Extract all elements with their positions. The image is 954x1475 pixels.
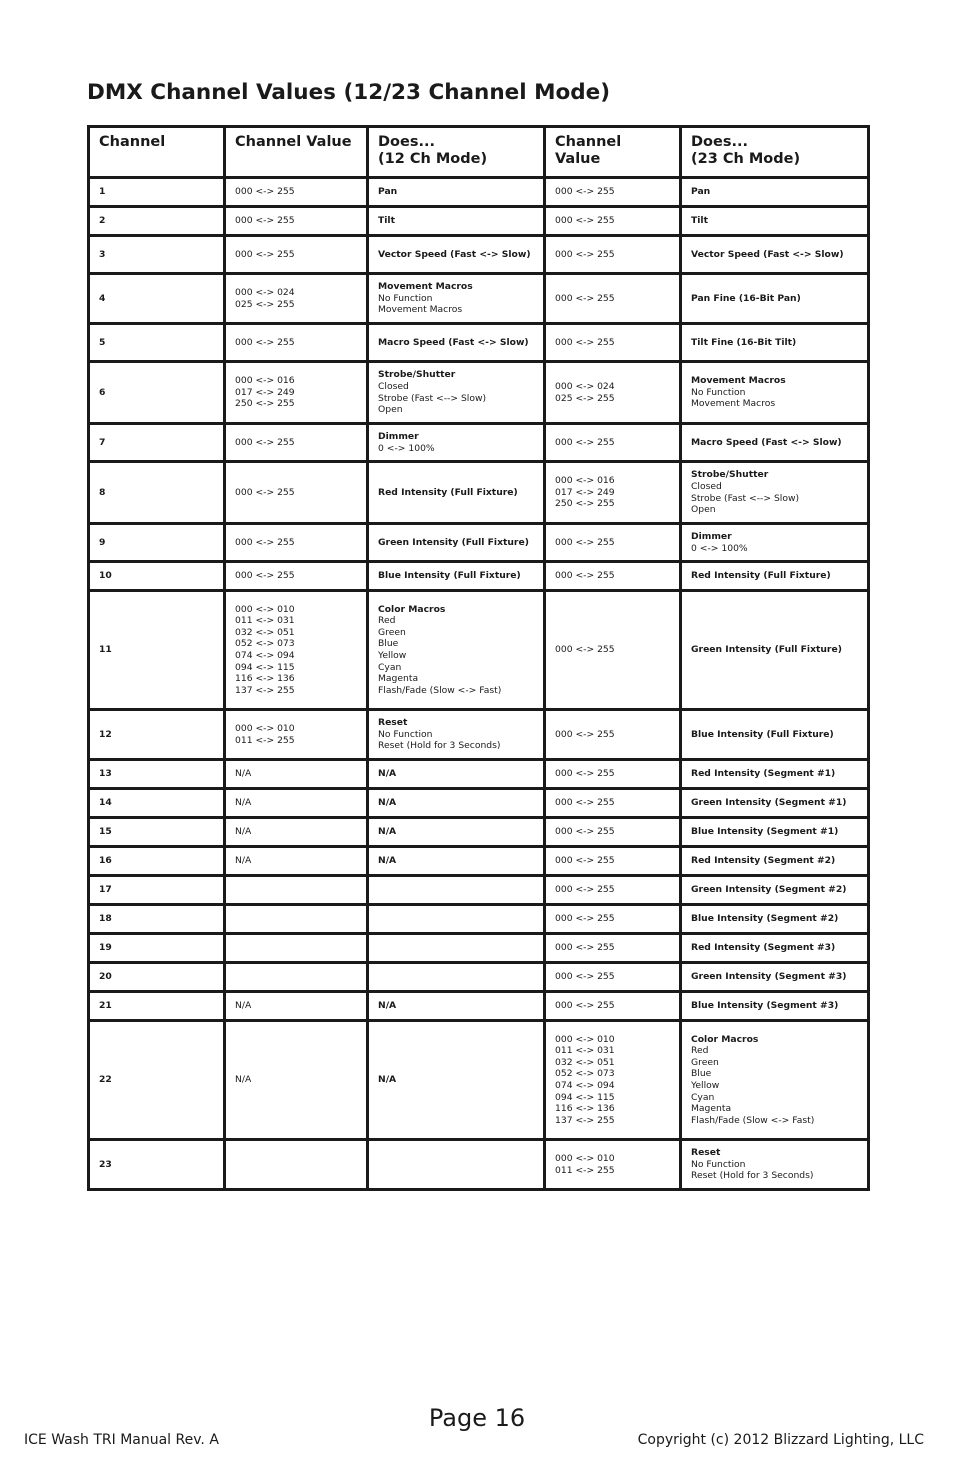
- function-title: N/A: [378, 826, 397, 838]
- function-23: [681, 591, 869, 710]
- function-23: [681, 818, 869, 847]
- channel-value-23: [545, 1140, 681, 1190]
- function-option: Green: [691, 1056, 719, 1068]
- function-title: Pan: [691, 186, 711, 198]
- function-23: [681, 1140, 869, 1190]
- function-title: Pan: [378, 186, 398, 198]
- channel-value-12: [225, 591, 368, 710]
- function-12: [368, 847, 545, 876]
- value-range: 000 <-> 255: [555, 855, 615, 867]
- table-row: [89, 963, 869, 992]
- function-option: Reset (Hold for 3 Seconds): [691, 1170, 814, 1182]
- function-12: [368, 524, 545, 562]
- value-range: 000 <-> 255: [555, 728, 615, 740]
- table-row: [89, 934, 869, 963]
- channel-value-23: [545, 710, 681, 760]
- channel-number: 12: [89, 710, 225, 760]
- channel-number: 9: [89, 524, 225, 562]
- value-range: 137 <-> 255: [555, 1114, 615, 1126]
- value-range: N/A: [235, 826, 252, 838]
- value-range: 000 <-> 255: [235, 486, 295, 498]
- table-row: [89, 524, 869, 562]
- value-range: 000 <-> 255: [555, 942, 615, 954]
- function-title: Red Intensity (Full Fixture): [691, 570, 831, 582]
- function-title: Tilt: [691, 215, 708, 227]
- channel-number: 21: [89, 992, 225, 1021]
- value-range: 000 <-> 255: [555, 768, 615, 780]
- table-row: [89, 236, 869, 274]
- channel-value-23: [545, 760, 681, 789]
- value-range: 000 <-> 255: [235, 336, 295, 348]
- table-row: [89, 1140, 869, 1190]
- channel-value-12: [225, 1021, 368, 1140]
- function-23: [681, 324, 869, 362]
- function-12: [368, 710, 545, 760]
- value-range: 032 <-> 051: [235, 626, 295, 638]
- channel-value-23: [545, 236, 681, 274]
- function-title: Dimmer: [378, 430, 419, 442]
- function-option: Flash/Fade (Slow <-> Fast): [691, 1114, 815, 1126]
- function-title: Color Macros: [378, 603, 446, 615]
- table-row: [89, 710, 869, 760]
- value-range: 025 <-> 255: [555, 392, 615, 404]
- function-12: [368, 236, 545, 274]
- table-row: [89, 324, 869, 362]
- channel-value-12: [225, 818, 368, 847]
- value-range: 000 <-> 255: [555, 215, 615, 227]
- value-range: 000 <-> 255: [555, 913, 615, 925]
- function-12: [368, 905, 545, 934]
- function-option: Blue: [378, 638, 399, 650]
- function-title: Reset: [378, 717, 408, 729]
- function-option: No Function: [691, 1158, 746, 1170]
- function-title: Macro Speed (Fast <-> Slow): [378, 336, 529, 348]
- table-row: [89, 876, 869, 905]
- function-title: Blue Intensity (Full Fixture): [378, 570, 521, 582]
- function-title: Tilt: [378, 215, 395, 227]
- function-12: [368, 818, 545, 847]
- function-title: N/A: [378, 1000, 397, 1012]
- value-range: N/A: [235, 1074, 252, 1086]
- function-12: [368, 934, 545, 963]
- channel-value-23: [545, 424, 681, 462]
- value-range: 000 <-> 255: [555, 536, 615, 548]
- header-channel-value-12: Channel Value: [225, 127, 368, 178]
- channel-value-12: [225, 1140, 368, 1190]
- table-row: [89, 462, 869, 524]
- value-range: 000 <-> 255: [555, 570, 615, 582]
- channel-value-23: [545, 362, 681, 424]
- function-title: N/A: [378, 768, 397, 780]
- channel-number: 5: [89, 324, 225, 362]
- function-title: Macro Speed (Fast <-> Slow): [691, 436, 842, 448]
- function-23: [681, 562, 869, 591]
- function-23: [681, 424, 869, 462]
- channel-number: 6: [89, 362, 225, 424]
- value-range: 116 <-> 136: [235, 673, 295, 685]
- function-title: Tilt Fine (16-Bit Tilt): [691, 336, 797, 348]
- value-range: 000 <-> 255: [555, 884, 615, 896]
- table-row: [89, 992, 869, 1021]
- value-range: 000 <-> 255: [235, 536, 295, 548]
- channel-value-12: [225, 274, 368, 324]
- table-row: [89, 178, 869, 207]
- function-option: Closed: [378, 380, 409, 392]
- footer-copyright: Copyright (c) 2012 Blizzard Lighting, LLC: [637, 1432, 924, 1448]
- value-range: 000 <-> 255: [555, 292, 615, 304]
- function-option: Closed: [691, 480, 722, 492]
- value-range: 000 <-> 255: [555, 336, 615, 348]
- function-23: [681, 274, 869, 324]
- function-title: Movement Macros: [691, 375, 786, 387]
- table-row: [89, 562, 869, 591]
- channel-value-12: [225, 905, 368, 934]
- value-range: 000 <-> 255: [555, 797, 615, 809]
- channel-value-23: [545, 876, 681, 905]
- channel-value-23: [545, 524, 681, 562]
- channel-value-23: [545, 789, 681, 818]
- table-header-row: [89, 127, 869, 178]
- function-title: Green Intensity (Full Fixture): [378, 536, 529, 548]
- value-range: 000 <-> 255: [235, 436, 295, 448]
- function-12: [368, 462, 545, 524]
- value-range: 052 <-> 073: [235, 638, 295, 650]
- channel-number: 8: [89, 462, 225, 524]
- value-range: 094 <-> 115: [555, 1091, 615, 1103]
- channel-value-23: [545, 591, 681, 710]
- function-option: No Function: [691, 386, 746, 398]
- function-option: Open: [691, 504, 716, 516]
- page-title: DMX Channel Values (12/23 Channel Mode): [87, 80, 611, 105]
- value-range: 000 <-> 255: [235, 248, 295, 260]
- value-range: 017 <-> 249: [235, 386, 295, 398]
- channel-value-12: [225, 789, 368, 818]
- function-12: [368, 424, 545, 462]
- value-range: 000 <-> 010: [555, 1033, 615, 1045]
- function-title: Red Intensity (Full Fixture): [378, 486, 518, 498]
- value-range: 052 <-> 073: [555, 1068, 615, 1080]
- value-range: 000 <-> 010: [235, 722, 295, 734]
- channel-number: 13: [89, 760, 225, 789]
- value-range: 074 <-> 094: [555, 1080, 615, 1091]
- function-12: [368, 789, 545, 818]
- value-range: 011 <-> 031: [235, 615, 295, 627]
- channel-number: 16: [89, 847, 225, 876]
- function-option: No Function: [378, 292, 433, 304]
- function-23: [681, 178, 869, 207]
- function-23: [681, 963, 869, 992]
- function-title: Green Intensity (Segment #3): [691, 971, 847, 983]
- function-option: Cyan: [691, 1091, 715, 1103]
- channel-value-12: [225, 992, 368, 1021]
- function-23: [681, 710, 869, 760]
- table-row: [89, 274, 869, 324]
- value-range: 250 <-> 255: [235, 398, 295, 410]
- function-option: Magenta: [691, 1103, 732, 1115]
- value-range: 017 <-> 249: [555, 486, 615, 498]
- function-title: N/A: [378, 1074, 397, 1086]
- value-range: 000 <-> 255: [555, 826, 615, 838]
- header-does-23-line2: (23 Ch Mode): [691, 151, 801, 167]
- channel-number: 19: [89, 934, 225, 963]
- table-row: [89, 362, 869, 424]
- function-23: [681, 236, 869, 274]
- function-title: Red Intensity (Segment #3): [691, 942, 836, 954]
- table-row: [89, 905, 869, 934]
- channel-number: 14: [89, 789, 225, 818]
- header-does-23-line1: Does...: [691, 134, 748, 150]
- dmx-channel-table: [87, 125, 870, 1191]
- channel-value-23: [545, 934, 681, 963]
- function-12: [368, 362, 545, 424]
- function-12: [368, 963, 545, 992]
- channel-value-12: [225, 236, 368, 274]
- function-title: Dimmer: [691, 530, 732, 542]
- function-12: [368, 1021, 545, 1140]
- channel-value-23: [545, 847, 681, 876]
- value-range: 250 <-> 255: [555, 498, 615, 510]
- table-row: [89, 424, 869, 462]
- function-title: Vector Speed (Fast <-> Slow): [378, 248, 531, 260]
- function-option: Open: [378, 404, 403, 416]
- function-12: [368, 1140, 545, 1190]
- channel-number: 3: [89, 236, 225, 274]
- channel-value-23: [545, 324, 681, 362]
- table-row: [89, 789, 869, 818]
- channel-number: 23: [89, 1140, 225, 1190]
- channel-value-12: [225, 934, 368, 963]
- function-option: Reset (Hold for 3 Seconds): [378, 740, 501, 752]
- function-title: Movement Macros: [378, 281, 473, 293]
- value-range: N/A: [235, 1000, 252, 1012]
- function-23: [681, 524, 869, 562]
- function-option: 0 <-> 100%: [378, 442, 435, 454]
- value-range: 074 <-> 094: [235, 650, 295, 661]
- value-range: 116 <-> 136: [555, 1103, 615, 1115]
- channel-value-12: [225, 324, 368, 362]
- function-title: Green Intensity (Segment #2): [691, 884, 847, 896]
- value-range: 000 <-> 024: [235, 286, 295, 298]
- channel-value-12: [225, 710, 368, 760]
- function-12: [368, 207, 545, 236]
- header-does-12-line2: (12 Ch Mode): [378, 151, 488, 167]
- channel-number: 22: [89, 1021, 225, 1140]
- function-title: Blue Intensity (Segment #3): [691, 1000, 839, 1012]
- channel-number: 2: [89, 207, 225, 236]
- function-option: 0 <-> 100%: [691, 542, 748, 554]
- function-option: Movement Macros: [378, 304, 463, 316]
- function-option: No Function: [378, 728, 433, 740]
- function-title: N/A: [378, 855, 397, 867]
- value-range: 025 <-> 255: [235, 298, 295, 310]
- value-range: 000 <-> 255: [555, 644, 615, 656]
- function-title: Vector Speed (Fast <-> Slow): [691, 248, 844, 260]
- function-option: Blue: [691, 1068, 712, 1080]
- channel-value-23: [545, 274, 681, 324]
- value-range: 000 <-> 255: [555, 436, 615, 448]
- value-range: N/A: [235, 855, 252, 867]
- function-23: [681, 362, 869, 424]
- function-option: Strobe (Fast <--> Slow): [378, 392, 487, 404]
- function-option: Flash/Fade (Slow <-> Fast): [378, 684, 502, 696]
- function-option: Green: [378, 626, 406, 638]
- channel-value-12: [225, 524, 368, 562]
- channel-number: 18: [89, 905, 225, 934]
- value-range: 137 <-> 255: [235, 684, 295, 696]
- channel-value-23: [545, 1021, 681, 1140]
- channel-value-12: [225, 462, 368, 524]
- channel-number: 4: [89, 274, 225, 324]
- channel-value-23: [545, 905, 681, 934]
- function-12: [368, 178, 545, 207]
- channel-value-12: [225, 963, 368, 992]
- value-range: 011 <-> 255: [555, 1164, 615, 1176]
- table-row: [89, 847, 869, 876]
- function-option: Red: [691, 1045, 709, 1057]
- channel-number: 1: [89, 178, 225, 207]
- table-row: [89, 207, 869, 236]
- page-number: Page 16: [428, 1404, 526, 1432]
- channel-value-12: [225, 362, 368, 424]
- function-23: [681, 207, 869, 236]
- function-title: N/A: [378, 797, 397, 809]
- value-range: 000 <-> 255: [555, 971, 615, 983]
- function-23: [681, 992, 869, 1021]
- channel-number: 7: [89, 424, 225, 462]
- channel-value-23: [545, 207, 681, 236]
- function-title: Blue Intensity (Segment #1): [691, 826, 839, 838]
- channel-value-12: [225, 424, 368, 462]
- value-range: 000 <-> 016: [235, 375, 295, 387]
- value-range: 000 <-> 255: [235, 186, 295, 198]
- function-title: Green Intensity (Segment #1): [691, 797, 847, 809]
- value-range: 094 <-> 115: [235, 661, 295, 673]
- table-row: [89, 818, 869, 847]
- value-range: 000 <-> 255: [555, 1000, 615, 1012]
- value-range: 000 <-> 255: [555, 248, 615, 260]
- value-range: 000 <-> 016: [555, 475, 615, 487]
- header-does-23: [681, 127, 869, 178]
- function-12: [368, 992, 545, 1021]
- function-title: Reset: [691, 1147, 721, 1159]
- function-12: [368, 591, 545, 710]
- function-12: [368, 274, 545, 324]
- function-option: Yellow: [691, 1080, 720, 1091]
- function-option: Movement Macros: [691, 398, 776, 410]
- function-23: [681, 789, 869, 818]
- value-range: 011 <-> 031: [555, 1045, 615, 1057]
- value-range: 000 <-> 010: [235, 603, 295, 615]
- value-range: N/A: [235, 768, 252, 780]
- value-range: 000 <-> 024: [555, 380, 615, 392]
- value-range: 000 <-> 255: [235, 215, 295, 227]
- value-range: 000 <-> 010: [555, 1152, 615, 1164]
- channel-value-12: [225, 562, 368, 591]
- function-title: Color Macros: [691, 1033, 759, 1045]
- channel-value-12: [225, 760, 368, 789]
- value-range: 000 <-> 255: [235, 570, 295, 582]
- function-title: Strobe/Shutter: [378, 369, 456, 381]
- header-channel: Channel: [89, 127, 225, 178]
- value-range: 011 <-> 255: [235, 734, 295, 746]
- function-title: Blue Intensity (Full Fixture): [691, 728, 834, 740]
- function-option: Red: [378, 615, 396, 627]
- function-23: [681, 1021, 869, 1140]
- function-title: Red Intensity (Segment #1): [691, 768, 836, 780]
- channel-value-12: [225, 207, 368, 236]
- function-option: Magenta: [378, 673, 419, 685]
- value-range: N/A: [235, 797, 252, 809]
- function-23: [681, 462, 869, 524]
- function-12: [368, 876, 545, 905]
- table-row: [89, 591, 869, 710]
- function-option: Strobe (Fast <--> Slow): [691, 492, 800, 504]
- channel-value-23: [545, 178, 681, 207]
- table-row: [89, 760, 869, 789]
- function-23: [681, 905, 869, 934]
- channel-value-23: [545, 818, 681, 847]
- function-title: Strobe/Shutter: [691, 469, 769, 481]
- channel-value-23: [545, 992, 681, 1021]
- function-12: [368, 760, 545, 789]
- function-23: [681, 876, 869, 905]
- table-row: [89, 1021, 869, 1140]
- function-option: Cyan: [378, 661, 402, 673]
- function-12: [368, 562, 545, 591]
- function-title: Pan Fine (16-Bit Pan): [691, 292, 801, 304]
- function-23: [681, 934, 869, 963]
- header-does-12-line1: Does...: [378, 134, 435, 150]
- channel-value-23: [545, 562, 681, 591]
- function-23: [681, 760, 869, 789]
- function-23: [681, 847, 869, 876]
- value-range: 000 <-> 255: [555, 186, 615, 198]
- channel-number: 17: [89, 876, 225, 905]
- header-channel-value-23: Channel Value: [545, 127, 681, 178]
- channel-number: 20: [89, 963, 225, 992]
- channel-value-23: [545, 963, 681, 992]
- channel-number: 11: [89, 591, 225, 710]
- channel-number: 10: [89, 562, 225, 591]
- function-12: [368, 324, 545, 362]
- function-option: Yellow: [378, 650, 407, 661]
- table-body: [89, 178, 869, 1190]
- channel-value-12: [225, 847, 368, 876]
- channel-value-12: [225, 876, 368, 905]
- function-title: Green Intensity (Full Fixture): [691, 644, 842, 656]
- header-does-12: [368, 127, 545, 178]
- channel-number: 15: [89, 818, 225, 847]
- channel-value-23: [545, 462, 681, 524]
- channel-value-12: [225, 178, 368, 207]
- footer-manual-title: ICE Wash TRI Manual Rev. A: [24, 1432, 219, 1448]
- function-title: Red Intensity (Segment #2): [691, 855, 836, 867]
- value-range: 032 <-> 051: [555, 1056, 615, 1068]
- function-title: Blue Intensity (Segment #2): [691, 913, 839, 925]
